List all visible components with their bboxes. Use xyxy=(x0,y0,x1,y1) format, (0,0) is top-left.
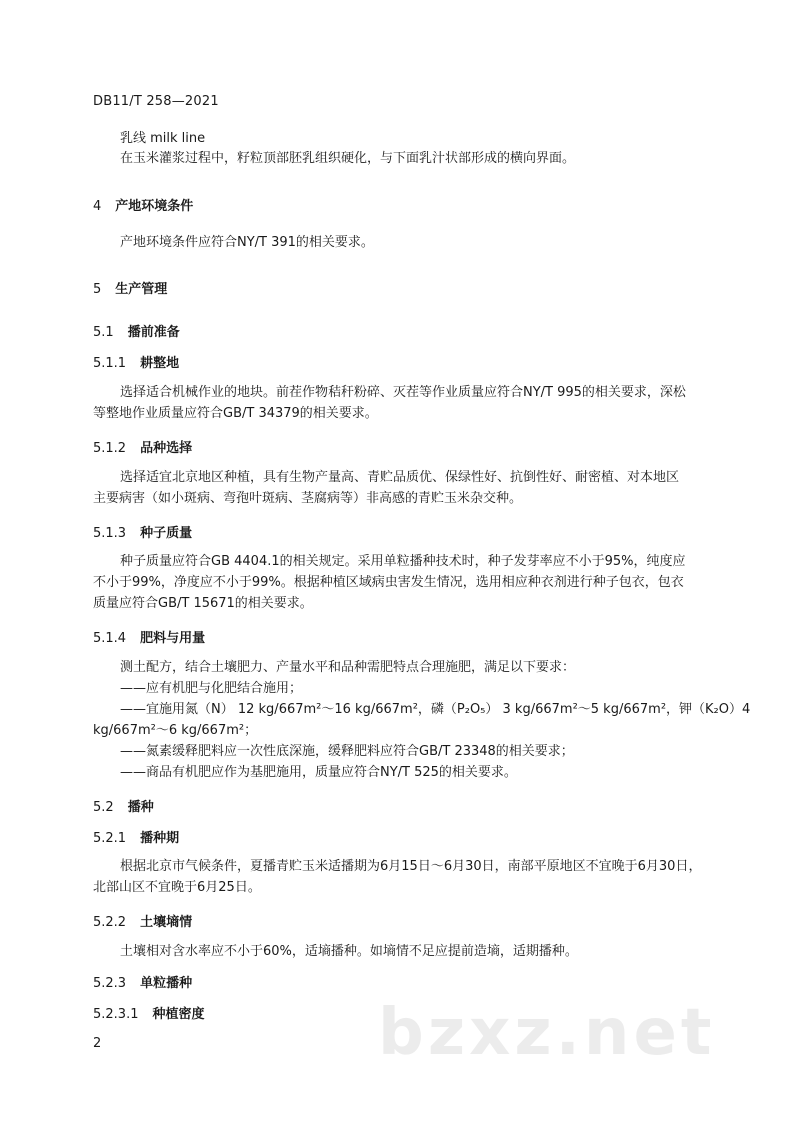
section-number: 5.1 xyxy=(93,325,114,340)
section-title: 种植密度 xyxy=(152,1007,205,1022)
section-number: 5.2.3 xyxy=(93,976,127,991)
section-number: 5.2.1 xyxy=(93,831,127,846)
section-title: 播前准备 xyxy=(127,325,180,340)
section-5-2-2-heading xyxy=(93,911,192,930)
section-5-2-heading xyxy=(93,796,154,815)
section-number: 5.1.1 xyxy=(93,356,127,371)
list-item: ——宜施用氮（N） 12 kg/667m²～16 kg/667m²，磷（P₂O₅） 3 kg/667m²～5 kg/667m²，钾（K₂O）4 xyxy=(120,702,751,717)
section-title: 播种期 xyxy=(140,831,180,846)
section-title: 种子质量 xyxy=(140,526,193,541)
section-5-2-1-line1: 根据北京市气候条件，夏播青贮玉米适播期为6月15日～6月30日，南部平原地区不宜晚于6月30日， xyxy=(120,859,702,874)
section-5-1-1-line2: 等整地作业质量应符合GB/T 34379的相关要求。 xyxy=(93,406,378,421)
section-number: 5 xyxy=(93,282,102,297)
section-5-1-2-line2: 主要病害（如小斑病、弯孢叶斑病、茎腐病等）非高感的青贮玉米杂交种。 xyxy=(93,491,523,506)
section-title: 生产管理 xyxy=(115,282,168,297)
section-5-2-1-heading xyxy=(93,827,179,846)
section-5-2-3-1-heading xyxy=(93,1003,205,1022)
section-number: 4 xyxy=(93,199,102,214)
section-5-2-2-line1: 土壤相对含水率应不小于60%，适墒播种。如墒情不足应提前造墒，适期播种。 xyxy=(120,944,578,959)
section-5-1-4-heading xyxy=(93,627,205,646)
document-code: DB11/T 258—2021 xyxy=(93,94,219,109)
term-definition: 在玉米灌浆过程中，籽粒顶部胚乳组织硬化，与下面乳汁状部形成的横向界面。 xyxy=(120,151,576,166)
section-5-2-3-heading xyxy=(93,972,192,991)
section-4-text: 产地环境条件应符合NY/T 391的相关要求。 xyxy=(120,235,374,250)
list-item: ——应有机肥与化肥结合施用； xyxy=(120,681,303,696)
section-number: 5.2 xyxy=(93,800,114,815)
section-title: 品种选择 xyxy=(140,441,193,456)
section-title: 产地环境条件 xyxy=(115,199,194,214)
page-number: 2 xyxy=(93,1036,102,1051)
term-title: 乳线 milk line xyxy=(120,131,206,146)
section-5-1-2-line1: 选择适宜北京地区种植，具有生物产量高、青贮品质优、保绿性好、抗倒性好、耐密植、对本地区 xyxy=(120,470,680,485)
watermark: bzxz.net xyxy=(378,996,716,1070)
section-number: 5.1.4 xyxy=(93,631,127,646)
section-5-1-4-intro: 测土配方，结合土壤肥力、产量水平和品种需肥特点合理施肥，满足以下要求： xyxy=(120,660,576,675)
list-item: ——氮素缓释肥料应一次性底深施，缓释肥料应符合GB/T 23348的相关要求； xyxy=(120,744,574,759)
section-5-1-2-heading xyxy=(93,437,192,456)
section-number: 5.2.3.1 xyxy=(93,1007,139,1022)
section-5-1-1-line1: 选择适合机械作业的地块。前茬作物秸秆粉碎、灭茬等作业质量应符合NY/T 995的相关要求，深松 xyxy=(120,385,686,400)
section-title: 土壤墒情 xyxy=(140,915,193,930)
section-number: 5.2.2 xyxy=(93,915,127,930)
section-5-1-3-heading xyxy=(93,522,192,541)
section-5-1-3-line2: 不小于99%，净度应不小于99%。根据种植区域病虫害发生情况，选用相应种衣剂进行种子包衣，包衣 xyxy=(93,575,684,590)
list-item-continuation: kg/667m²～6 kg/667m²； xyxy=(93,723,258,738)
section-title: 肥料与用量 xyxy=(140,631,206,646)
section-5-1-1-heading xyxy=(93,352,179,371)
section-title: 播种 xyxy=(127,800,154,815)
section-5-2-1-line2: 北部山区不宜晚于6月25日。 xyxy=(93,880,261,895)
section-5-1-3-line3: 质量应符合GB/T 15671的相关要求。 xyxy=(93,596,313,611)
section-5-heading xyxy=(93,278,167,297)
section-5-1-heading xyxy=(93,321,180,340)
list-item: ——商品有机肥应作为基肥施用，质量应符合NY/T 525的相关要求。 xyxy=(120,765,517,780)
section-5-1-3-line1: 种子质量应符合GB 4404.1的相关规定。采用单粒播种技术时，种子发芽率应不小于95%，纯度应 xyxy=(120,554,686,569)
section-4-heading xyxy=(93,195,193,214)
section-number: 5.1.2 xyxy=(93,441,127,456)
section-title: 单粒播种 xyxy=(140,976,193,991)
section-title: 耕整地 xyxy=(140,356,180,371)
section-number: 5.1.3 xyxy=(93,526,127,541)
